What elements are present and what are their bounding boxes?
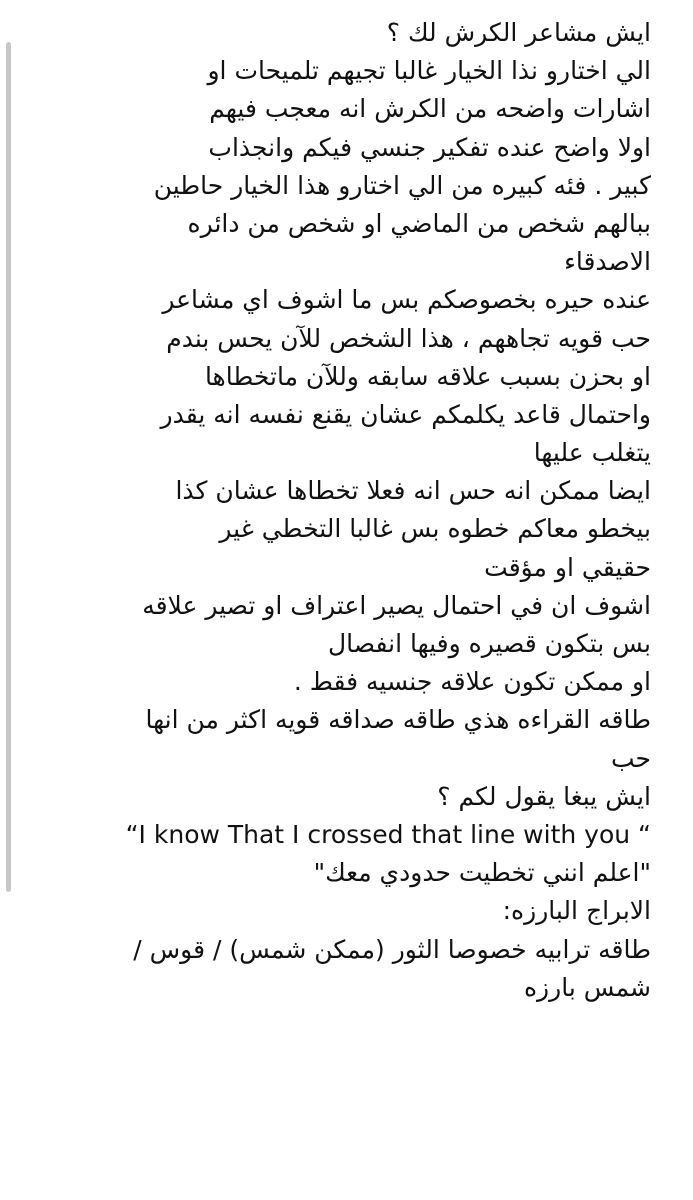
note-text-body — [24, 14, 651, 1007]
text-line: الابراج البارزه: — [502, 896, 651, 926]
text-line: بس بتكون قصيره وفيها انفصال — [328, 629, 651, 658]
text-line: اشارات واضحه من الكرش انه معجب فيهم — [209, 94, 651, 124]
text-line: الاصدقاء — [564, 247, 651, 277]
english-quote-line: “I know That I crossed that line with you “ — [125, 819, 651, 849]
scrollbar[interactable] — [6, 42, 11, 892]
text-line: اشوف ان في احتمال يصير اعتراف او تصير علاقه — [142, 590, 651, 620]
text-line: اولا واضح عنده تفكير جنسي فيكم وانجذاب — [208, 132, 651, 162]
text-line: حقيقي او مؤقت — [484, 552, 651, 582]
text-line: بيخطو معاكم خطوه بس غالبا التخطي غير — [219, 514, 651, 544]
text-line: عنده حيره بخصوصكم بس ما اشوف اي مشاعر — [162, 285, 651, 315]
text-line: حب قويه تجاههم ، هذا الشخص للآن يحس بندم — [166, 323, 651, 353]
text-line: حب — [610, 743, 651, 773]
text-line: ببالهم شخص من الماضي او شخص من دائره — [187, 208, 651, 238]
text-line: او ممكن تكون علاقه جنسيه فقط . — [293, 667, 651, 697]
text-line: ايش يبغا يقول لكم ؟ — [437, 781, 651, 811]
text-line: ايش مشاعر الكرش لك ؟ — [386, 18, 651, 47]
text-line: كبير . فئه كبيره من الي اختارو هذا الخيار حاطين — [153, 170, 651, 200]
text-line: طاقه ترابيه خصوصا الثور (ممكن شمس) / قوس / — [133, 934, 651, 964]
text-line: واحتمال قاعد يكلمكم عشان يقنع نفسه انه يقدر — [160, 399, 651, 429]
text-line: او بحزن بسبب علاقه سابقه وللآن ماتخطاها — [204, 361, 651, 391]
text-line: الي اختارو نذا الخيار غالبا تجيهم تلميحات او — [207, 56, 651, 86]
text-line: طاقه القراءه هذي طاقه صداقه قويه اكثر من انها — [145, 705, 651, 735]
text-line: شمس بارزه — [523, 972, 651, 1002]
text-line: يتغلب عليها — [533, 438, 651, 468]
text-line: "اعلم انني تخطيت حدودي معك" — [313, 858, 651, 888]
text-line: ايضا ممكن انه حس انه فعلا تخطاها عشان كذا — [175, 476, 651, 506]
